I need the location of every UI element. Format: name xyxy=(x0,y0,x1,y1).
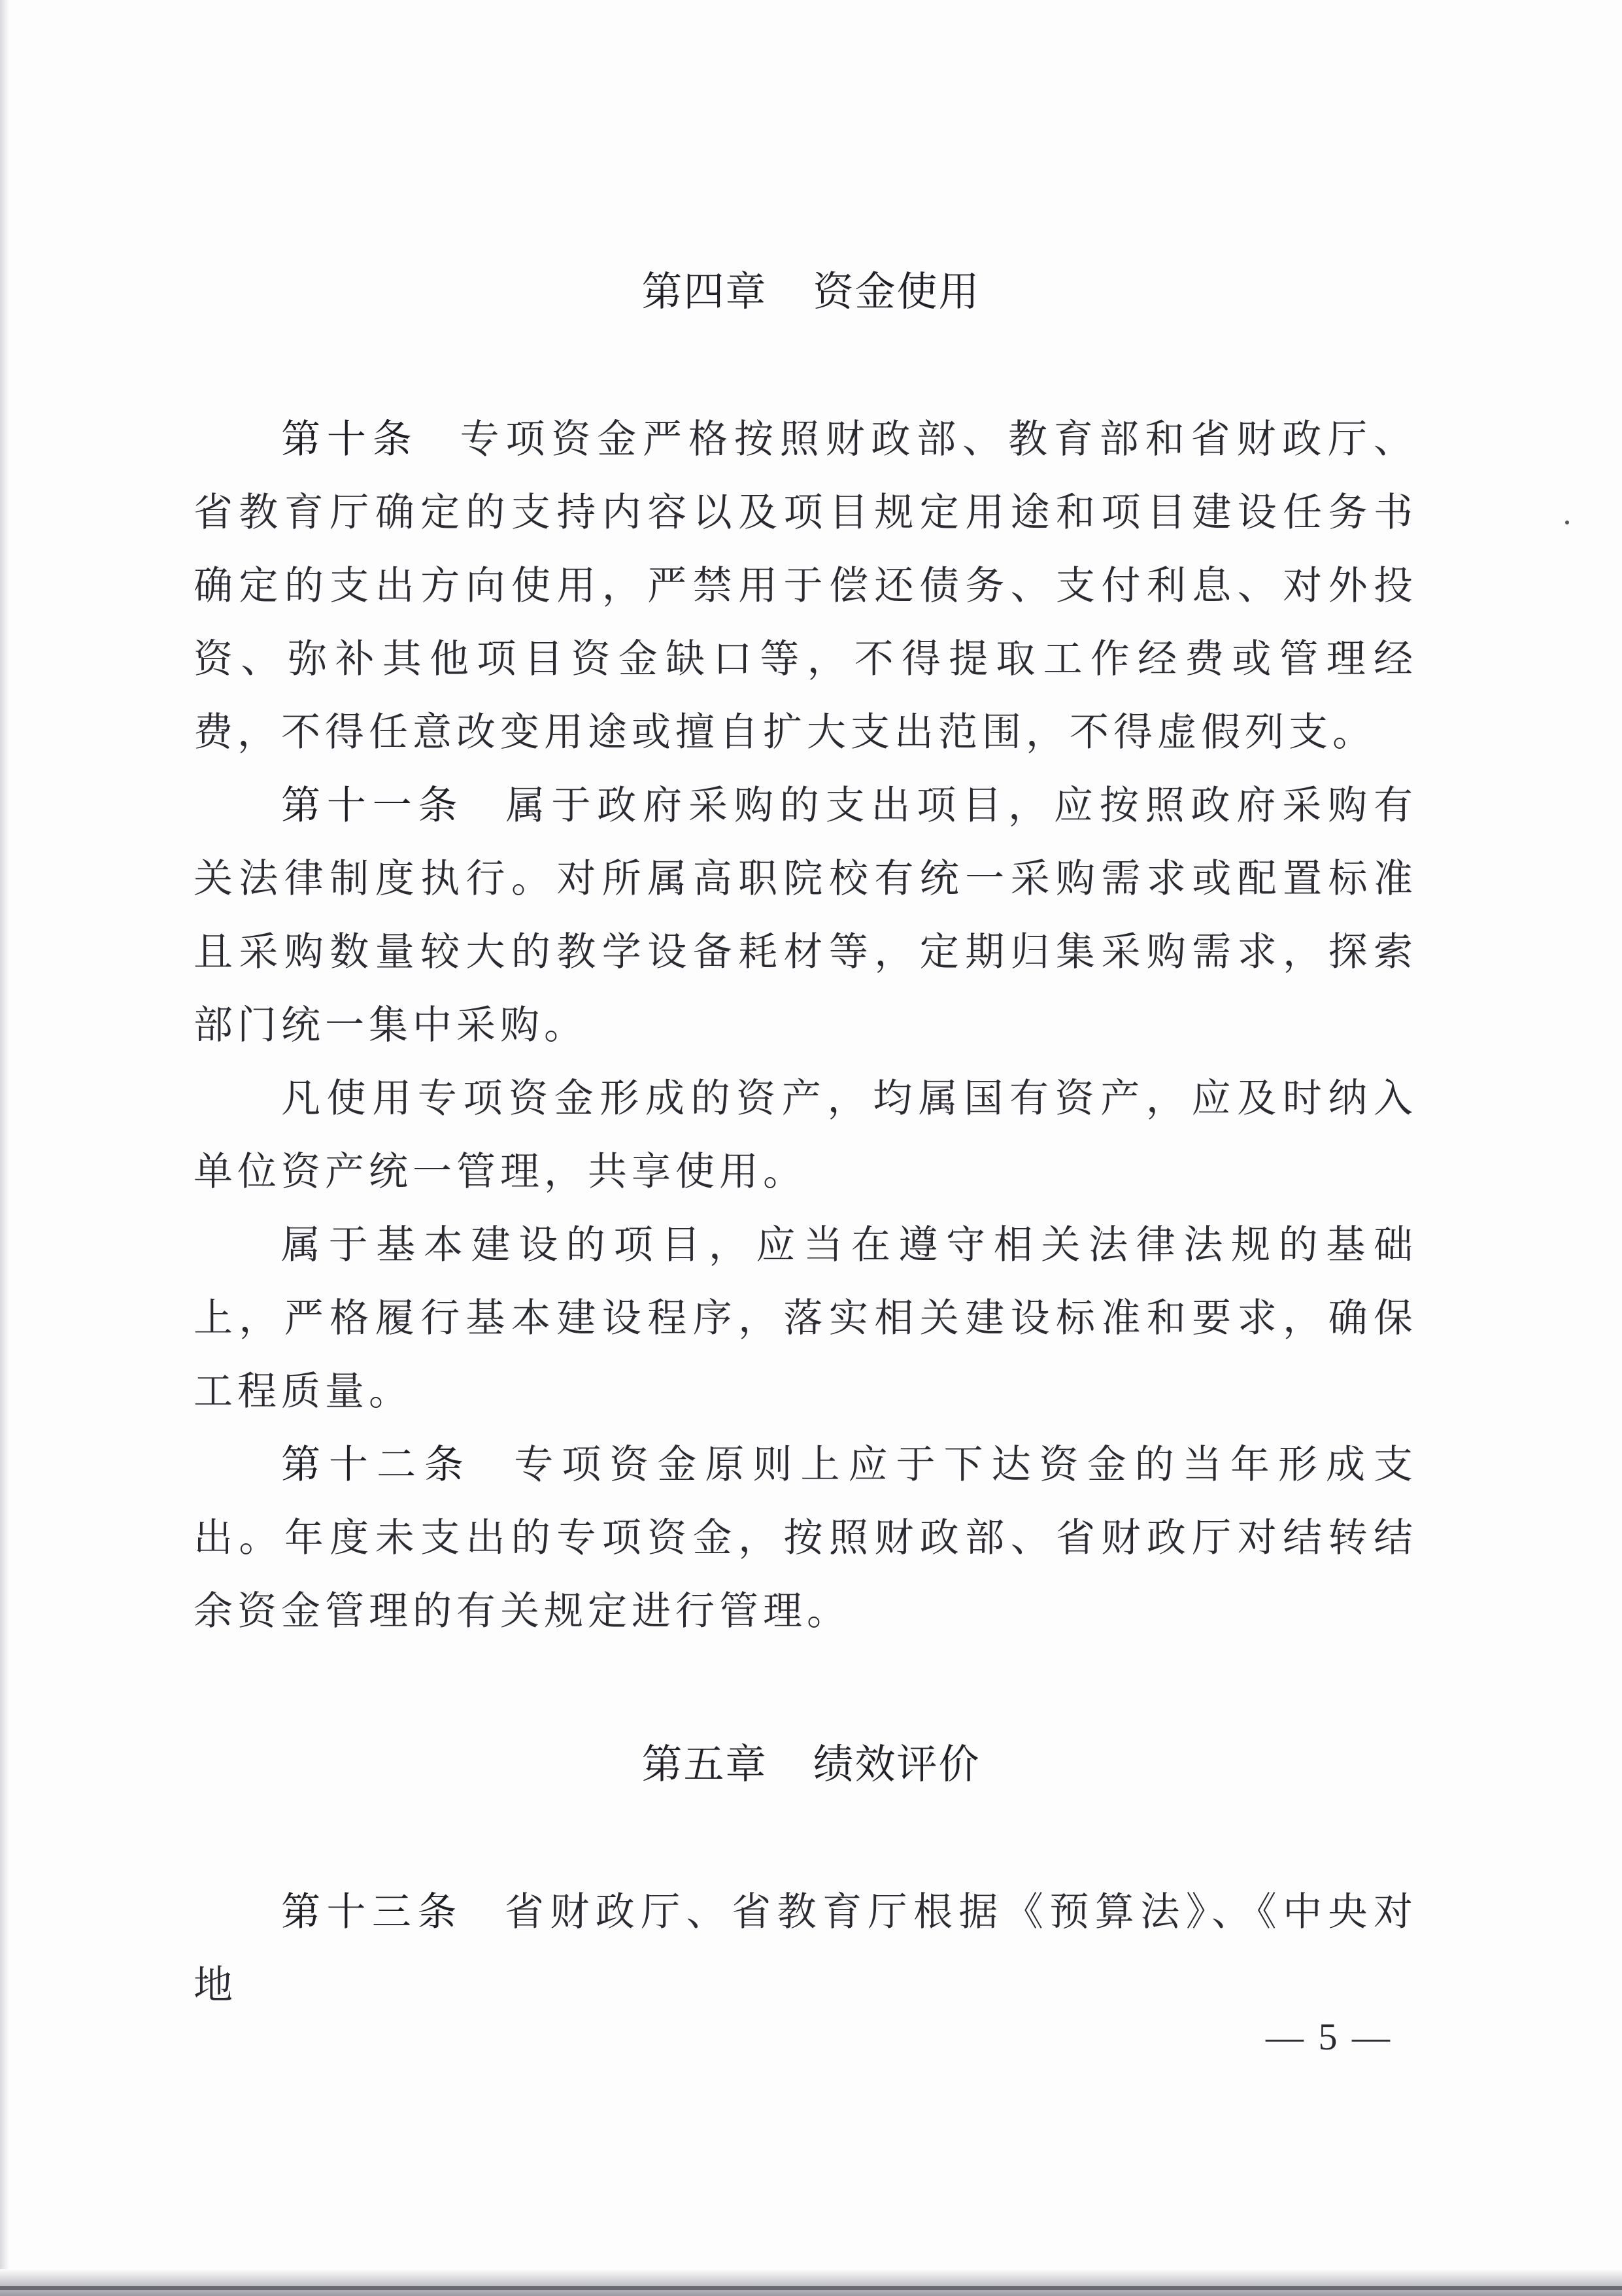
chapter-5-number: 第五章 xyxy=(641,1740,768,1788)
chapter-5-heading xyxy=(0,1738,1622,1791)
chapter-5-title: 绩效评价 xyxy=(813,1740,981,1788)
article-11-paragraph xyxy=(194,769,1417,1062)
scan-edge-bottom xyxy=(0,2269,1622,2296)
article-12-paragraph xyxy=(194,1428,1417,1648)
article-12-text: 专项资金原则上应于下达资金的当年形成支出。年度未支出的专项资金，按照财政部、省财政厅对结转结余资金管理的有关规定进行管理。 xyxy=(194,1442,1418,1634)
article-13-text: 省财政厅、省教育厅根据《预算法》、《中央对地 xyxy=(194,1889,1418,2008)
page-number: — 5 — xyxy=(1266,2015,1393,2058)
chapter-4-heading xyxy=(0,266,1622,318)
article-10-text: 专项资金严格按照财政部、教育部和省财政厅、省教育厅确定的支持内容以及项目规定用途和项目建设任务书确定的支出方向使用，严禁用于偿还债务、支付利息、对外投资、弥补其他项目资金缺口等，不得提取工作经费或管理经费，不得任意改变用途或擅自扩大支出范围，不得虚假列支。 xyxy=(194,417,1417,755)
article-13-label: 第十三条 xyxy=(281,1889,463,1935)
scan-edge-left xyxy=(0,0,9,2296)
scan-speck xyxy=(1565,521,1569,524)
scan-edge-bottom-line xyxy=(0,2286,1622,2290)
chapter-4-number: 第四章 xyxy=(641,267,768,315)
article-10-paragraph xyxy=(194,403,1417,769)
chapter-4-title: 资金使用 xyxy=(813,267,981,315)
article-13-paragraph xyxy=(194,1876,1417,2022)
article-10-label: 第十条 xyxy=(281,417,418,462)
article-11-assets-paragraph: 凡使用专项资金形成的资产，均属国有资产，应及时纳入单位资产统一管理，共享使用。 xyxy=(194,1076,1417,1195)
article-12-label: 第十二条 xyxy=(281,1442,473,1488)
article-11-text: 属于政府采购的支出项目，应按照政府采购有关法律制度执行。对所属高职院校有统一采购需求或配置标准且采购数量较大的教学设备耗材等，定期归集采购需求，探索部门统一集中采购。 xyxy=(194,783,1418,1048)
article-11-label: 第十一条 xyxy=(281,783,464,829)
article-11-construction-paragraph: 属于基本建设的项目，应当在遵守相关法律法规的基础上，严格履行基本建设程序，落实相关建设标准和要求，确保工程质量。 xyxy=(194,1222,1417,1414)
